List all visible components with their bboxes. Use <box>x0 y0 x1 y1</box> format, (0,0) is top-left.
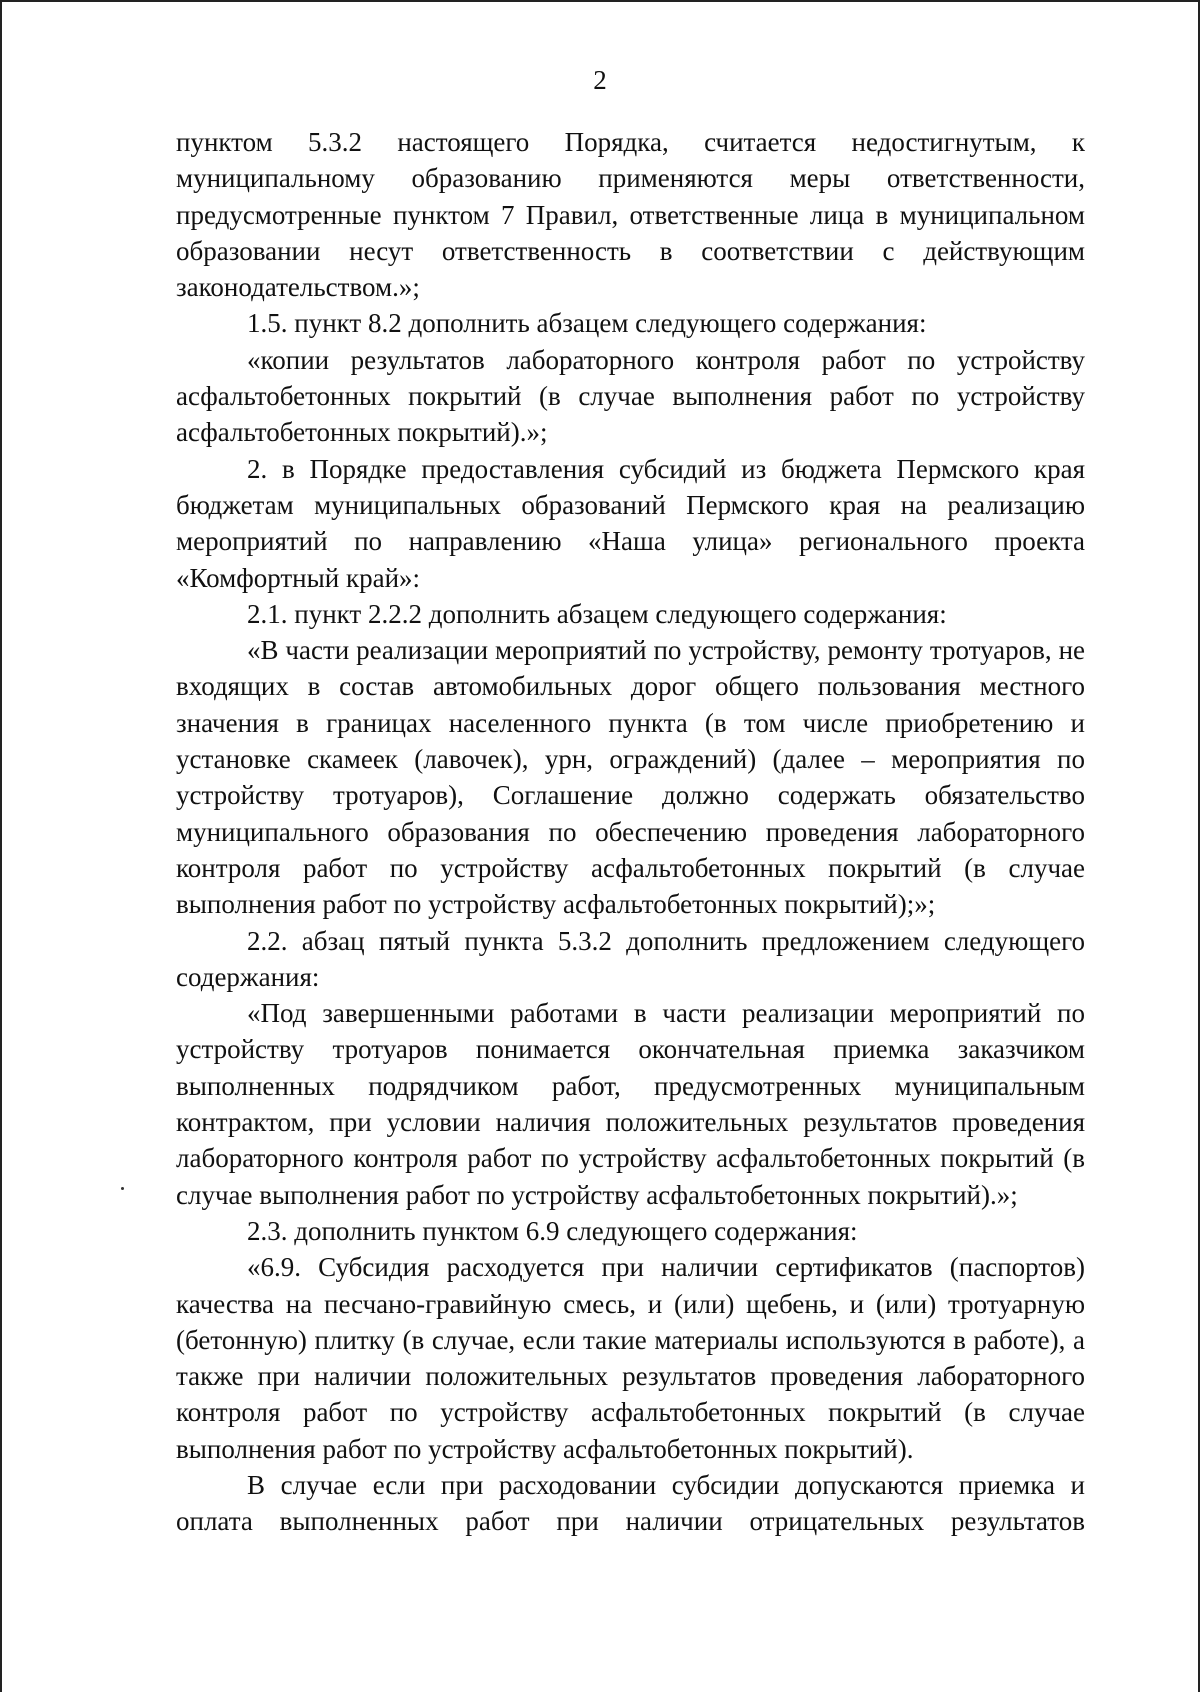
paragraph-quote-sidewalks: «В части реализации мероприятий по устройству, ремонту тротуаров, не входящих в состав автомобильных дорог общего пользования местного значения в границах населенного пункта (в том числе приобретению и установке скамеек (лавочек), урн, ограждений) (далее – мероприятия по устройству тротуаров), Соглашение должно содержать обязательство муниципального образования по обеспечению проведения лабораторного контроля работ по устройству асфальтобетонных покрытий (в случае выполнения работ по устройству асфальтобетонных покрытий);»; <box>176 635 1085 920</box>
scan-speck <box>121 1187 124 1190</box>
document-body <box>176 124 1085 1540</box>
paragraph-quote-completed-works: «Под завершенными работами в части реализации мероприятий по устройству тротуаров понимается окончательная приемка заказчиком выполненных подрядчиком работ, предусмотренных муниципальным контрактом, при условии наличия положительных результатов проведения лабораторного контроля работ по устройству асфальтобетонных покрытий (в случае выполнения работ по устройству асфальтобетонных покрытий).»; <box>176 998 1085 1210</box>
paragraph-item-1-5: 1.5. пункт 8.2 дополнить абзацем следующего содержания: <box>247 308 927 339</box>
paragraph-item-2-1: 2.1. пункт 2.2.2 дополнить абзацем следующего содержания: <box>247 598 947 629</box>
paragraph-item-2: 2. в Порядке предоставления субсидий из бюджета Пермского края бюджетам муниципальных образований Пермского края на реализацию мероприятий по направлению «Наша улица» регионального проекта «Комфортный край»: <box>176 453 1085 593</box>
paragraph-item-2-3: 2.3. дополнить пунктом 6.9 следующего содержания: <box>247 1215 858 1246</box>
paragraph-final: В случае если при расходовании субсидии допускаются приемка и оплата выполненных работ при наличии отрицательных результатов <box>176 1469 1085 1537</box>
page-number: 2 <box>593 65 607 95</box>
paragraph-item-2-2: 2.2. абзац пятый пункта 5.3.2 дополнить предложением следующего содержания: <box>176 925 1085 992</box>
paragraph-quote-lab-control: «копии результатов лабораторного контроля работ по устройству асфальтобетонных покрытий (в случае выполнения работ по устройству асфальтобетонных покрытий).»; <box>176 344 1085 448</box>
paragraph-continuation: пунктом 5.3.2 настоящего Порядка, считается недостигнутым, к муниципальному образованию применяются меры ответственности, предусмотренные пунктом 7 Правил, ответственные лица в муниципальном образовании несут ответственность в соответствии с действующим законодательством.»; <box>176 127 1085 303</box>
paragraph-quote-6-9: «6.9. Субсидия расходуется при наличии сертификатов (паспортов) качества на песчано-гравийную смесь, и (или) щебень, и (или) тротуарную (бетонную) плитку (в случае, если такие материалы используются в работе), а также при наличии положительных результатов проведения лабораторного контроля работ по устройству асфальтобетонных покрытий (в случае выполнения работ по устройству асфальтобетонных покрытий). <box>176 1252 1085 1464</box>
